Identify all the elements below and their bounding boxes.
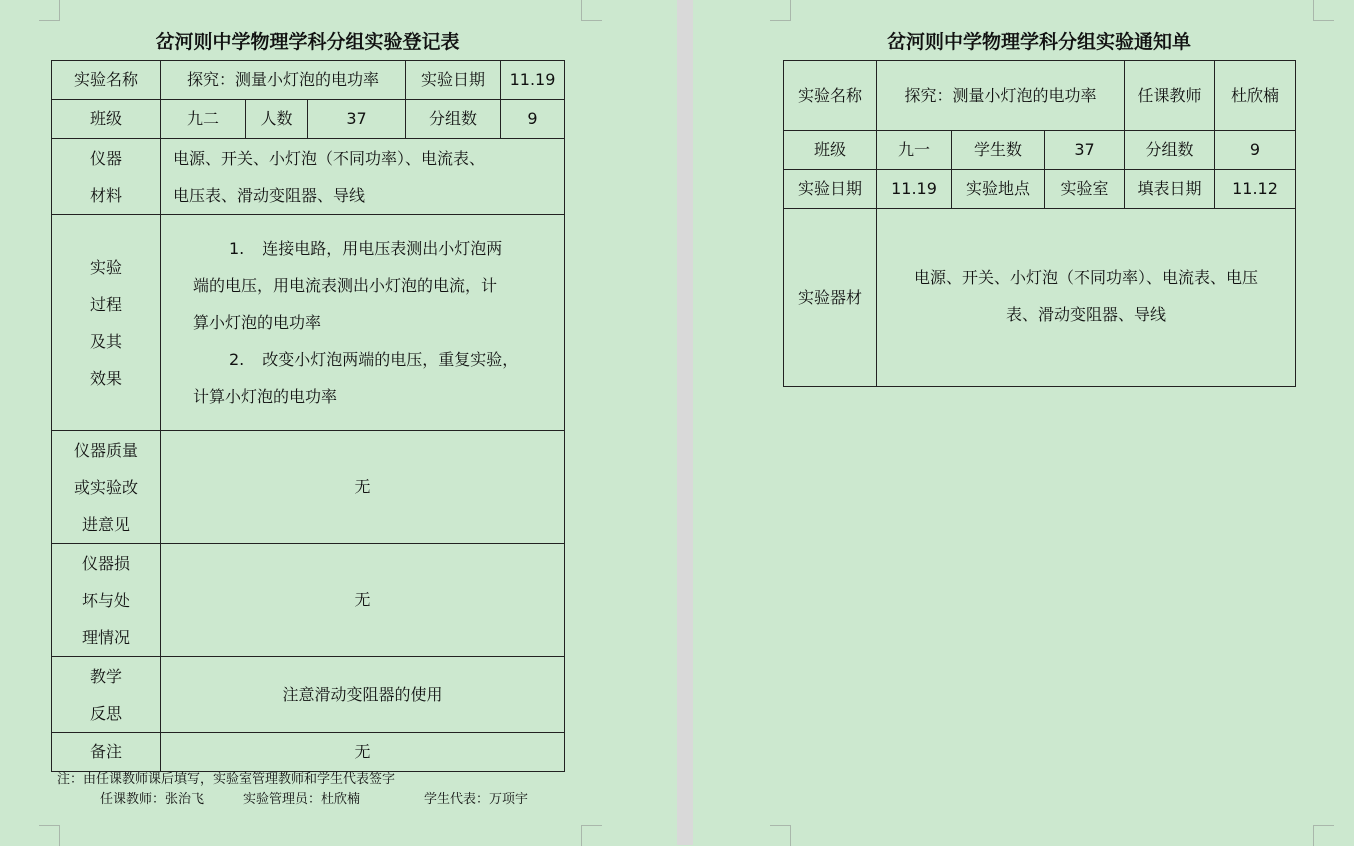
table-row	[52, 733, 565, 772]
teacher-value: 杜欣楠	[1215, 61, 1296, 131]
table-row	[52, 431, 565, 544]
left-page	[0, 0, 677, 845]
students-label: 学生数	[952, 131, 1045, 170]
register-title: 岔河则中学物理学科分组实验登记表	[155, 31, 460, 53]
name-label: 实验名称	[52, 61, 161, 100]
quality-label: 仪器质量 或实验改 进意见	[52, 431, 161, 544]
damage-label: 仪器损 坏与处 理情况	[52, 544, 161, 657]
reflect-label: 教学 反思	[52, 657, 161, 733]
table-row	[784, 170, 1296, 209]
table-row	[52, 215, 565, 431]
margin-corner	[770, 825, 791, 846]
margin-corner	[1313, 825, 1334, 846]
table-row	[52, 61, 565, 100]
remark-value: 无	[161, 733, 565, 772]
reflect-value: 注意滑动变阻器的使用	[161, 657, 565, 733]
table-row	[52, 100, 565, 139]
place-value: 实验室	[1045, 170, 1125, 209]
class-label: 班级	[784, 131, 877, 170]
margin-corner	[39, 825, 60, 846]
date-value: 11.19	[501, 61, 565, 100]
quality-value: 无	[161, 431, 565, 544]
teacher-label: 任课教师	[1125, 61, 1215, 131]
groups-label: 分组数	[406, 100, 501, 139]
remark-label: 备注	[52, 733, 161, 772]
name-label: 实验名称	[784, 61, 877, 131]
fill-date-value: 11.12	[1215, 170, 1296, 209]
table-row	[784, 209, 1296, 387]
equip-value: 电源、开关、小灯泡（不同功率）、电流表、电压 表、滑动变阻器、导线	[877, 209, 1296, 387]
margin-corner	[1313, 0, 1334, 21]
margin-corner	[581, 0, 602, 21]
class-value: 九一	[877, 131, 952, 170]
margin-corner	[581, 825, 602, 846]
table-row	[784, 61, 1296, 131]
notice-table	[783, 60, 1296, 387]
materials-value: 电源、开关、小灯泡（不同功率）、电流表、 电压表、滑动变阻器、导线	[161, 139, 565, 215]
date-label: 实验日期	[406, 61, 501, 100]
margin-corner	[39, 0, 60, 21]
signature-student: 学生代表：万项宇	[424, 792, 529, 807]
materials-label: 仪器 材料	[52, 139, 161, 215]
notice-title: 岔河则中学物理学科分组实验通知单	[886, 31, 1191, 53]
damage-value: 无	[161, 544, 565, 657]
table-row	[52, 657, 565, 733]
groups-label: 分组数	[1125, 131, 1215, 170]
process-step-2: 2. 改变小灯泡两端的电压，重复实验，	[229, 350, 519, 369]
process-label: 实验 过程 及其 效果	[52, 215, 161, 431]
date-label: 实验日期	[784, 170, 877, 209]
process-step-1: 1. 连接电路，用电压表测出小灯泡两	[229, 239, 503, 258]
page-gutter	[677, 0, 693, 845]
fill-date-label: 填表日期	[1125, 170, 1215, 209]
students-value: 37	[1045, 131, 1125, 170]
name-value: 探究：测量小灯泡的电功率	[877, 61, 1125, 131]
process-value: 1. 连接电路，用电压表测出小灯泡两 端的电压，用电流表测出小灯泡的电流，计 算小灯泡的电功率 2. 改变小灯泡两端的电压，重复实验， 计算小灯泡的电功率	[161, 215, 565, 431]
groups-value: 9	[1215, 131, 1296, 170]
signature-teacher: 任课教师：张治飞	[100, 792, 205, 807]
right-page	[693, 0, 1354, 845]
register-table	[51, 60, 565, 772]
date-value: 11.19	[877, 170, 952, 209]
footnote: 注：由任课教师课后填写，实验室管理教师和学生代表签字	[57, 772, 396, 787]
table-row	[52, 544, 565, 657]
table-row	[784, 131, 1296, 170]
count-label: 人数	[246, 100, 308, 139]
margin-corner	[770, 0, 791, 21]
name-value: 探究：测量小灯泡的电功率	[161, 61, 406, 100]
count-value: 37	[308, 100, 406, 139]
class-label: 班级	[52, 100, 161, 139]
table-row	[52, 139, 565, 215]
equip-label: 实验器材	[784, 209, 877, 387]
place-label: 实验地点	[952, 170, 1045, 209]
class-value: 九二	[161, 100, 246, 139]
signature-manager: 实验管理员：杜欣楠	[243, 792, 361, 807]
groups-value: 9	[501, 100, 565, 139]
